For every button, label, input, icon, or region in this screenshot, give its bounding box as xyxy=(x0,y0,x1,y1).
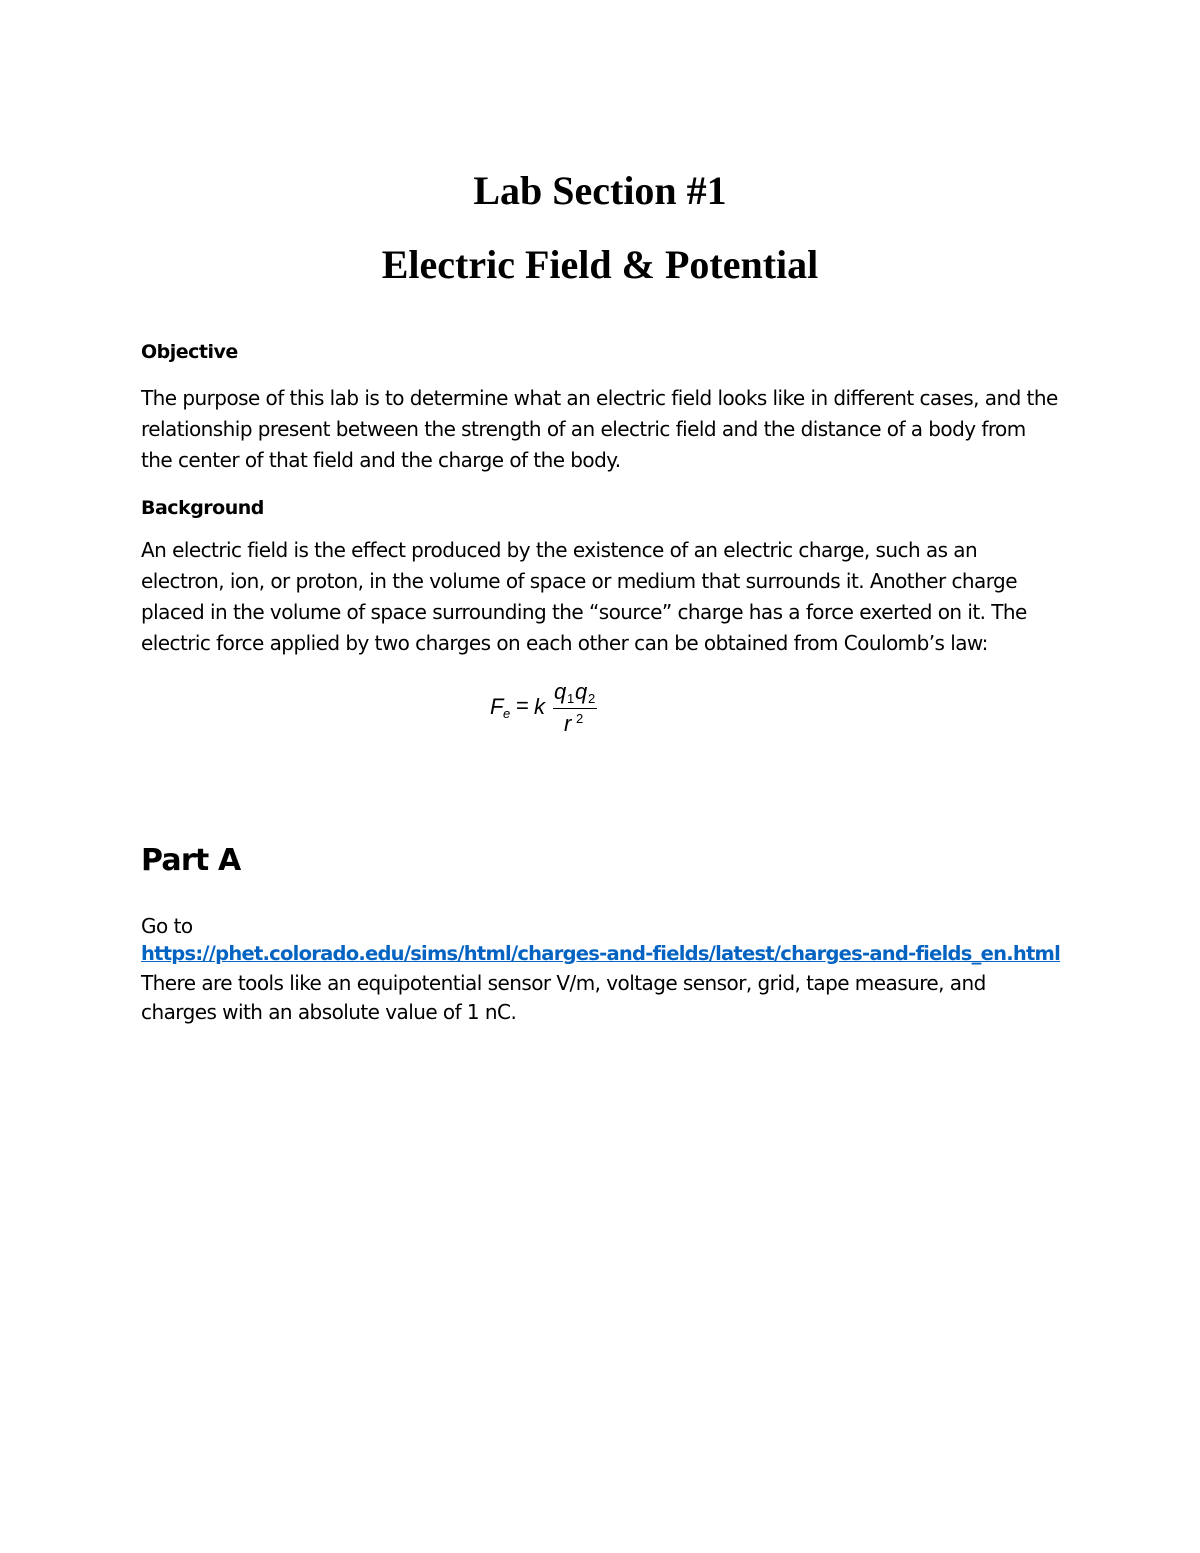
formula-force-subscript: e xyxy=(503,706,511,721)
formula-q1: q xyxy=(554,679,567,704)
formula-q1-subscript: 1 xyxy=(567,691,575,706)
objective-paragraph: The purpose of this lab is to determine what an electric field looks like in different cases, and the relationship present between the strength of an electric field and the distance of a body from the center of that field and the charge of the body. xyxy=(141,386,1058,472)
formula-fraction-bar xyxy=(553,708,597,709)
formula-constant-k: k xyxy=(534,694,545,719)
title-line-2: Electric Field & Potential xyxy=(381,242,819,287)
formula-r-superscript: 2 xyxy=(576,711,584,726)
coulomb-law-formula xyxy=(486,676,626,746)
formula-r: r xyxy=(564,711,572,736)
goto-text: Go to xyxy=(141,914,193,938)
formula-equals: = xyxy=(516,693,529,718)
background-heading: Background xyxy=(141,497,264,519)
objective-heading: Objective xyxy=(141,341,238,363)
part-a-heading: Part A xyxy=(141,843,241,878)
title-line-1: Lab Section #1 xyxy=(473,168,727,213)
background-paragraph: An electric field is the effect produced by the existence of an electric charge, such as an electron, ion, or proton, in the volume of space or medium that surrounds it. Another charge placed in the volume of space surrounding the “source” charge has a force exerted on it. The electric force applied by two charges on each other can be obtained from Coulomb’s law: xyxy=(141,538,1027,655)
formula-q2: q xyxy=(575,679,588,704)
tools-paragraph: There are tools like an equipotential sensor V/m, voltage sensor, grid, tape measure, and charges with an absolute value of 1 nC. xyxy=(141,971,986,1024)
formula-force-symbol: F xyxy=(490,694,504,719)
formula-q2-subscript: 2 xyxy=(588,691,596,706)
phet-simulation-link[interactable]: https://phet.colorado.edu/sims/html/charges-and-fields/latest/charges-and-fields_en.html xyxy=(141,942,1061,965)
